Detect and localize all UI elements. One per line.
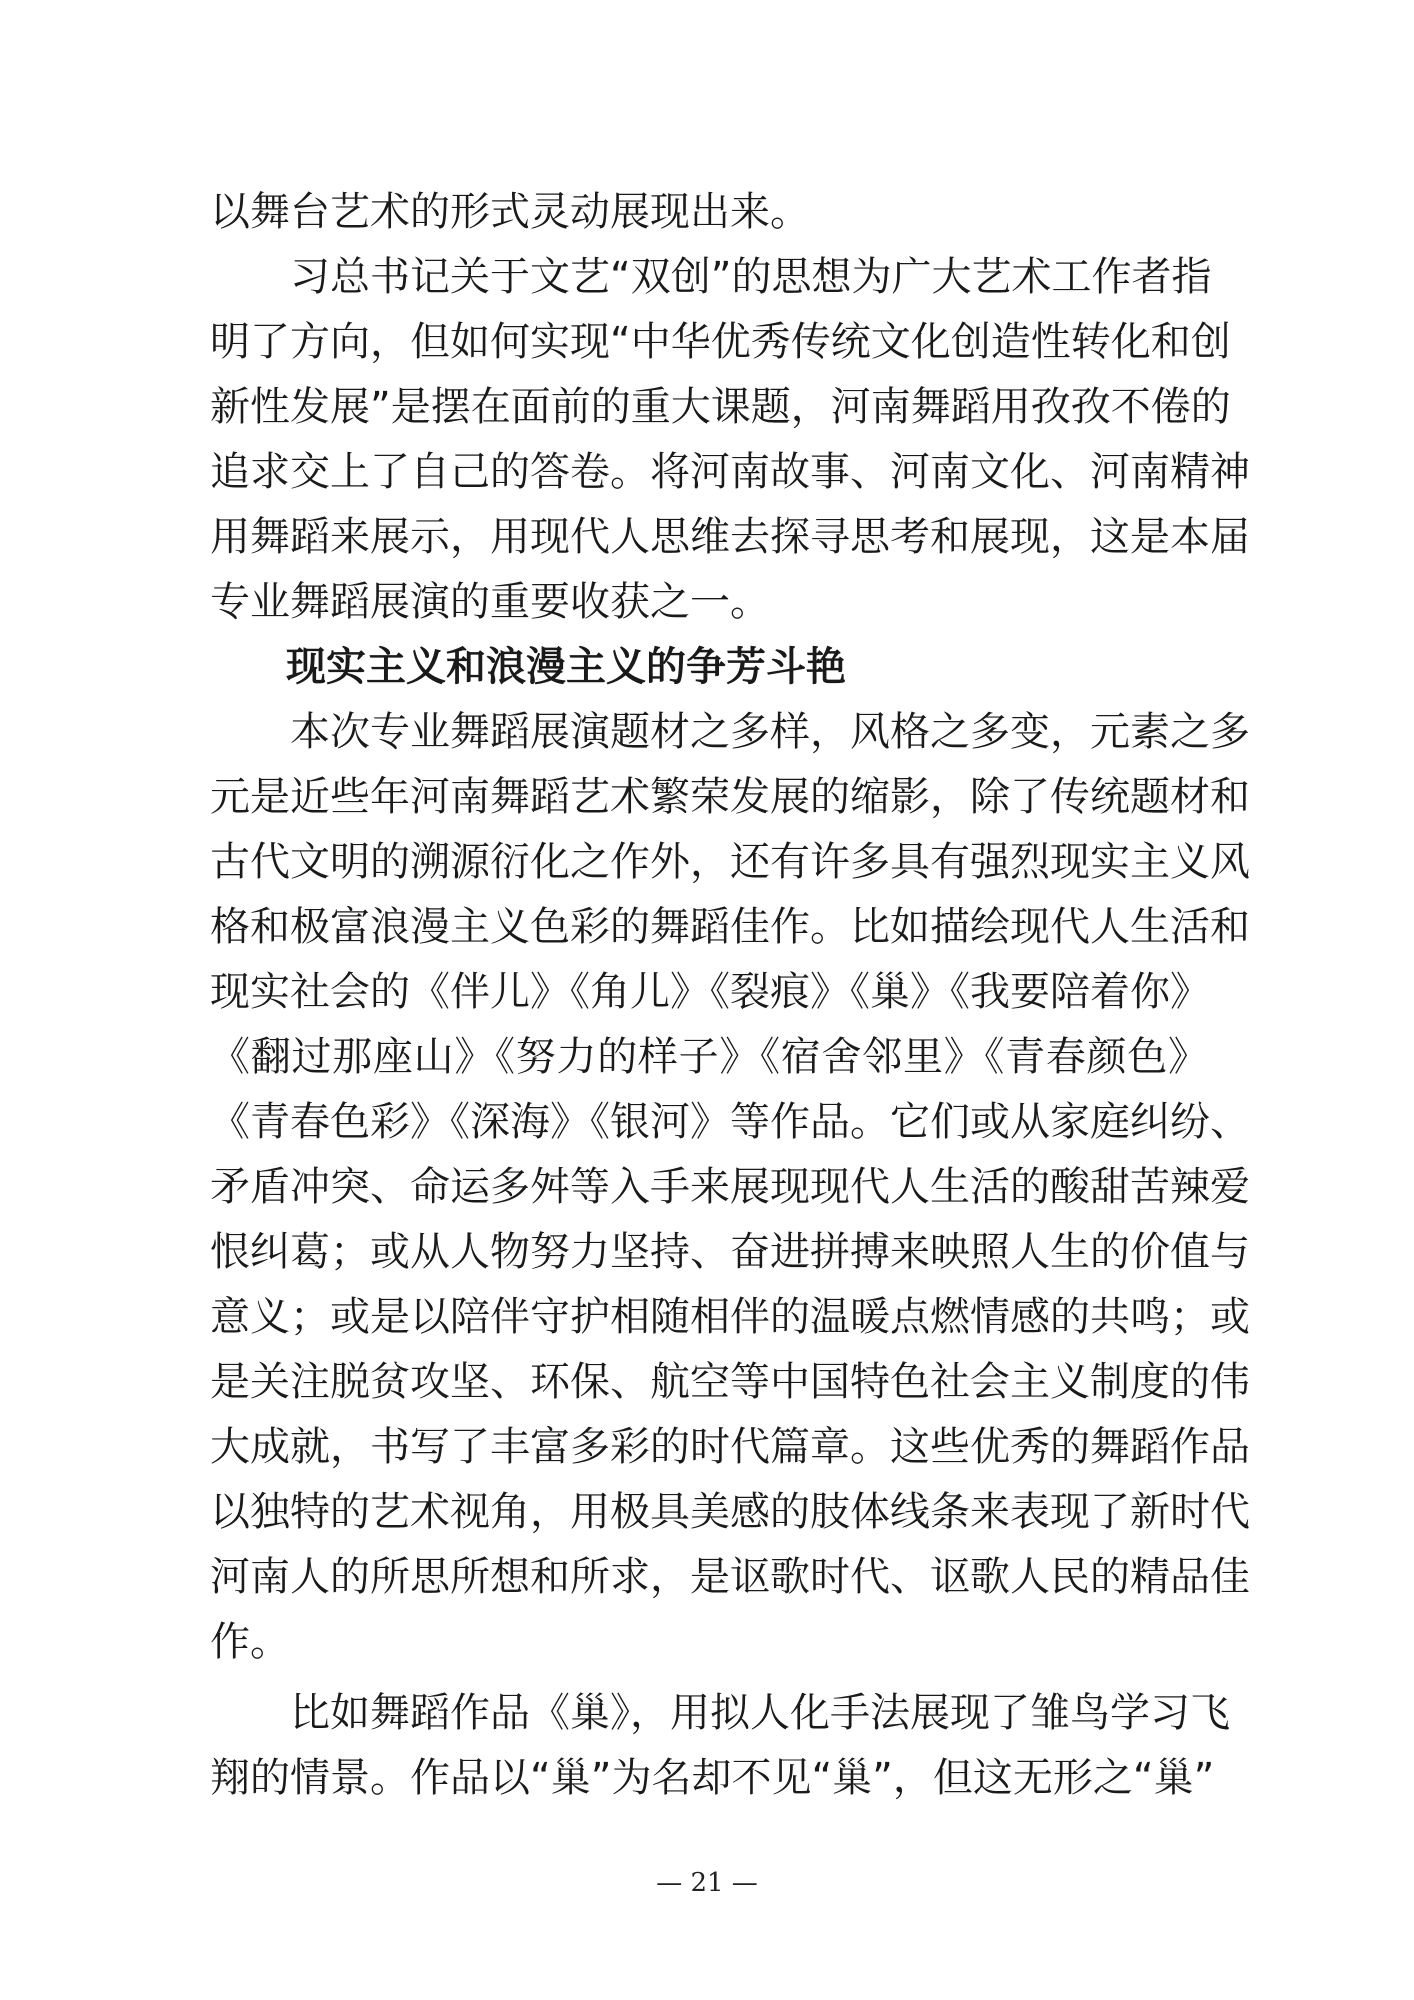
body-line-19: 是关注脱贫攻坚、环保、航空等中国特色社会主义制度的伟: [210, 1359, 1250, 1405]
body-line-5: 追求交上了自己的答卷。将河南故事、河南文化、河南精神: [210, 449, 1250, 495]
body-line-20: 大成就，书写了丰富多彩的时代篇章。这些优秀的舞蹈作品: [210, 1424, 1250, 1470]
body-line-3: 明了方向，但如何实现“中华优秀传统文化创造性转化和创: [210, 319, 1231, 365]
page-number: — 21 —: [656, 1868, 758, 1898]
body-line-2: 习总书记关于文艺“双创”的思想为广大艺术工作者指: [210, 254, 1212, 300]
body-line-16: 矛盾冲突、命运多舛等入手来展现现代人生活的酸甜苦辣爱: [210, 1164, 1250, 1210]
body-line-18: 意义；或是以陪伴守护相随相伴的温暖点燃情感的共鸣；或: [210, 1294, 1250, 1340]
body-line-22: 河南人的所思所想和所求，是讴歌时代、讴歌人民的精品佳: [210, 1554, 1250, 1600]
body-line-7: 专业舞蹈展演的重要收获之一。: [210, 579, 770, 625]
body-line-1: 以舞台艺术的形式灵动展现出来。: [210, 189, 810, 235]
body-line-10: 元是近些年河南舞蹈艺术繁荣发展的缩影，除了传统题材和: [210, 774, 1250, 820]
body-line-6: 用舞蹈来展示，用现代人思维去探寻思考和展现，这是本届: [210, 514, 1250, 560]
section-heading: 现实主义和浪漫主义的争芳斗艳: [286, 644, 846, 690]
body-line-25: 翔的情景。作品以“巢”为名却不见“巢”，但这无形之“巢”: [210, 1755, 1215, 1801]
body-line-21: 以独特的艺术视角，用极具美感的肢体线条来表现了新时代: [210, 1489, 1250, 1535]
body-line-17: 恨纠葛；或从人物努力坚持、奋进拼搏来映照人生的价值与: [210, 1229, 1250, 1275]
body-line-15: 《青春色彩》《深海》《银河》等作品。它们或从家庭纠纷、: [210, 1099, 1250, 1145]
body-line-11: 古代文明的溯源衍化之作外，还有许多具有强烈现实主义风: [210, 839, 1250, 885]
body-line-14: 《翻过那座山》《努力的样子》《宿舍邻里》《青春颜色》: [210, 1034, 1208, 1080]
body-line-4: 新性发展”是摆在面前的重大课题，河南舞蹈用孜孜不倦的: [210, 384, 1231, 430]
body-line-9: 本次专业舞蹈展演题材之多样，风格之多变，元素之多: [210, 709, 1250, 755]
body-line-12: 格和极富浪漫主义色彩的舞蹈佳作。比如描绘现代人生活和: [210, 904, 1250, 950]
body-line-24: 比如舞蹈作品《巢》，用拟人化手法展现了雏鸟学习飞: [210, 1690, 1230, 1736]
body-line-13: 现实社会的《伴儿》《角儿》《裂痕》《巢》《我要陪着你》: [210, 969, 1210, 1015]
body-line-23: 作。: [210, 1619, 290, 1665]
document-body: [210, 180, 1250, 1811]
